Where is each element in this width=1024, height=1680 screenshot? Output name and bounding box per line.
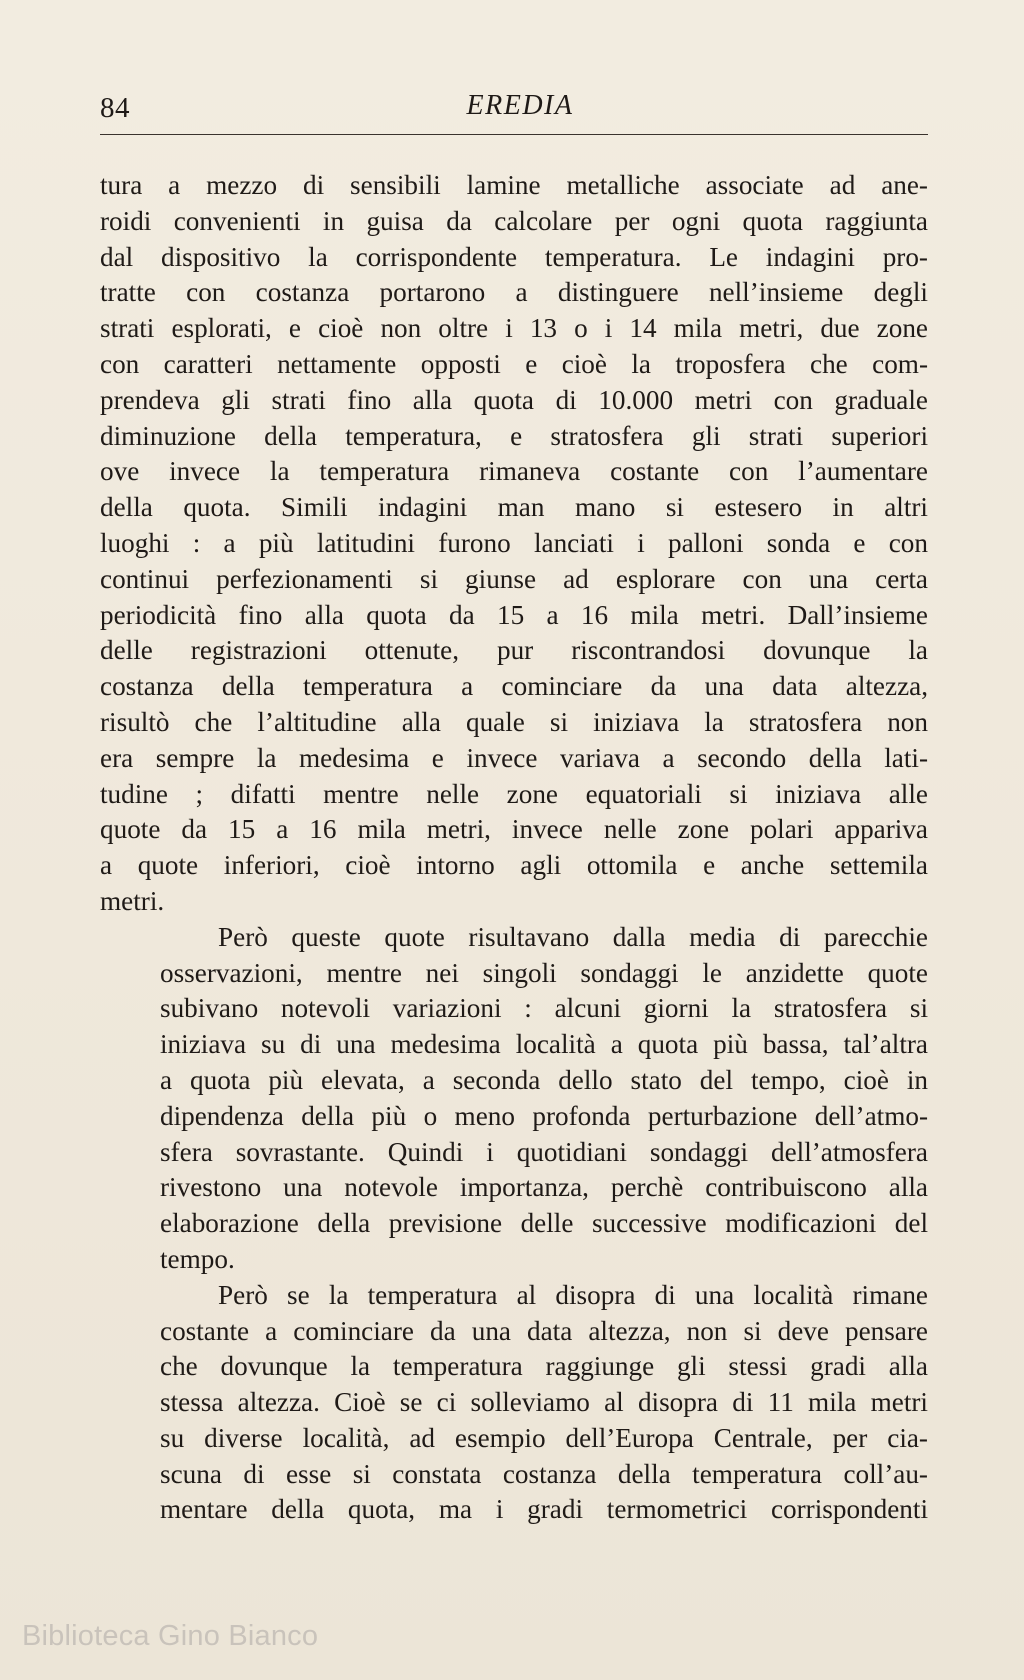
text-line: con caratteri nettamente opposti e cioè la troposfera che com- <box>100 348 928 379</box>
text-line: Però queste quote risultavano dalla media di parecchie <box>218 921 928 952</box>
text-line: roidi convenienti in guisa da calcolare per ogni quota raggiunta <box>100 205 928 236</box>
paragraph-2 <box>100 920 928 1278</box>
text-line: a quota più elevata, a seconda dello stato del tempo, cioè in <box>160 1064 928 1095</box>
page-header <box>100 86 930 126</box>
text-line: elaborazione della previsione delle successive modificazioni del <box>160 1208 928 1239</box>
text-line: rivestono una notevole importanza, perchè contribuiscono alla <box>160 1172 928 1203</box>
text-line: luoghi : a più latitudini furono lanciati i palloni sonda e con <box>100 527 928 558</box>
text-line: periodicità fino alla quota da 15 a 16 mila metri. Dall’insieme <box>100 599 928 630</box>
library-watermark: Biblioteca Gino Bianco <box>22 1620 319 1652</box>
page-number: 84 <box>100 92 130 124</box>
text-line: quote da 15 a 16 mila metri, invece nelle zone polari appariva <box>100 814 928 845</box>
text-line: ove invece la temperatura rimaneva costante con l’aumentare <box>100 456 928 487</box>
text-line: su diverse località, ad esempio dell’Europa Centrale, per cia- <box>160 1422 928 1453</box>
body-text <box>100 168 928 1528</box>
header-rule <box>100 134 928 135</box>
text-line: tudine ; difatti mentre nelle zone equatoriali si iniziava alle <box>100 778 928 809</box>
text-line: tratte con costanza portarono a distinguere nell’insieme degli <box>100 277 928 308</box>
text-line: costante a cominciare da una data altezza, non si deve pensare <box>160 1315 928 1346</box>
text-line: mentare della quota, ma i gradi termometrici corrispondenti <box>160 1494 928 1525</box>
text-line: della quota. Simili indagini man mano si estesero in altri <box>100 492 928 523</box>
paragraph-1 <box>100 168 928 920</box>
text-line: diminuzione della temperatura, e stratosfera gli strati superiori <box>100 420 928 451</box>
text-line: sfera sovrastante. Quindi i quotidiani sondaggi dell’atmosfera <box>160 1136 928 1167</box>
text-line: a quote inferiori, cioè intorno agli ottomila e anche settemila <box>100 850 928 881</box>
text-line: prendeva gli strati fino alla quota di 10.000 metri con graduale <box>100 384 928 415</box>
text-line: tura a mezzo di sensibili lamine metalliche associate ad ane- <box>100 170 928 200</box>
text-line: strati esplorati, e cioè non oltre i 13 o i 14 mila metri, due zone <box>100 313 928 344</box>
text-line: dipendenza della più o meno profonda perturbazione dell’atmo- <box>160 1100 928 1131</box>
text-line: osservazioni, mentre nei singoli sondaggi le anzidette quote <box>160 957 928 988</box>
text-line: delle registrazioni ottenute, pur riscontrandosi dovunque la <box>100 635 928 666</box>
text-line: stessa altezza. Cioè se ci solleviamo al disopra di 11 mila metri <box>160 1387 928 1418</box>
text-line: costanza della temperatura a cominciare da una data altezza, <box>100 671 928 702</box>
text-line: risultò che l’altitudine alla quale si iniziava la stratosfera non <box>100 706 928 737</box>
paragraph-3 <box>100 1278 928 1529</box>
text-line: tempo. <box>160 1243 235 1274</box>
text-line: iniziava su di una medesima località a quota più bassa, tal’altra <box>160 1029 928 1060</box>
text-line: era sempre la medesima e invece variava a secondo della lati- <box>100 742 928 773</box>
text-line: metri. <box>100 885 165 916</box>
text-line: continui perfezionamenti si giunse ad esplorare con una certa <box>100 563 928 594</box>
text-line: Però se la temperatura al disopra di una località rimane <box>218 1279 928 1310</box>
text-line: che dovunque la temperatura raggiunge gli stessi gradi alla <box>160 1351 928 1382</box>
text-line: dal dispositivo la corrispondente temperatura. Le indagini pro- <box>100 241 928 272</box>
text-line: subivano notevoli variazioni : alcuni giorni la stratosfera si <box>160 993 928 1024</box>
text-line: scuna di esse si constata costanza della temperatura coll’au- <box>160 1458 928 1489</box>
running-head: EREDIA <box>466 90 574 121</box>
